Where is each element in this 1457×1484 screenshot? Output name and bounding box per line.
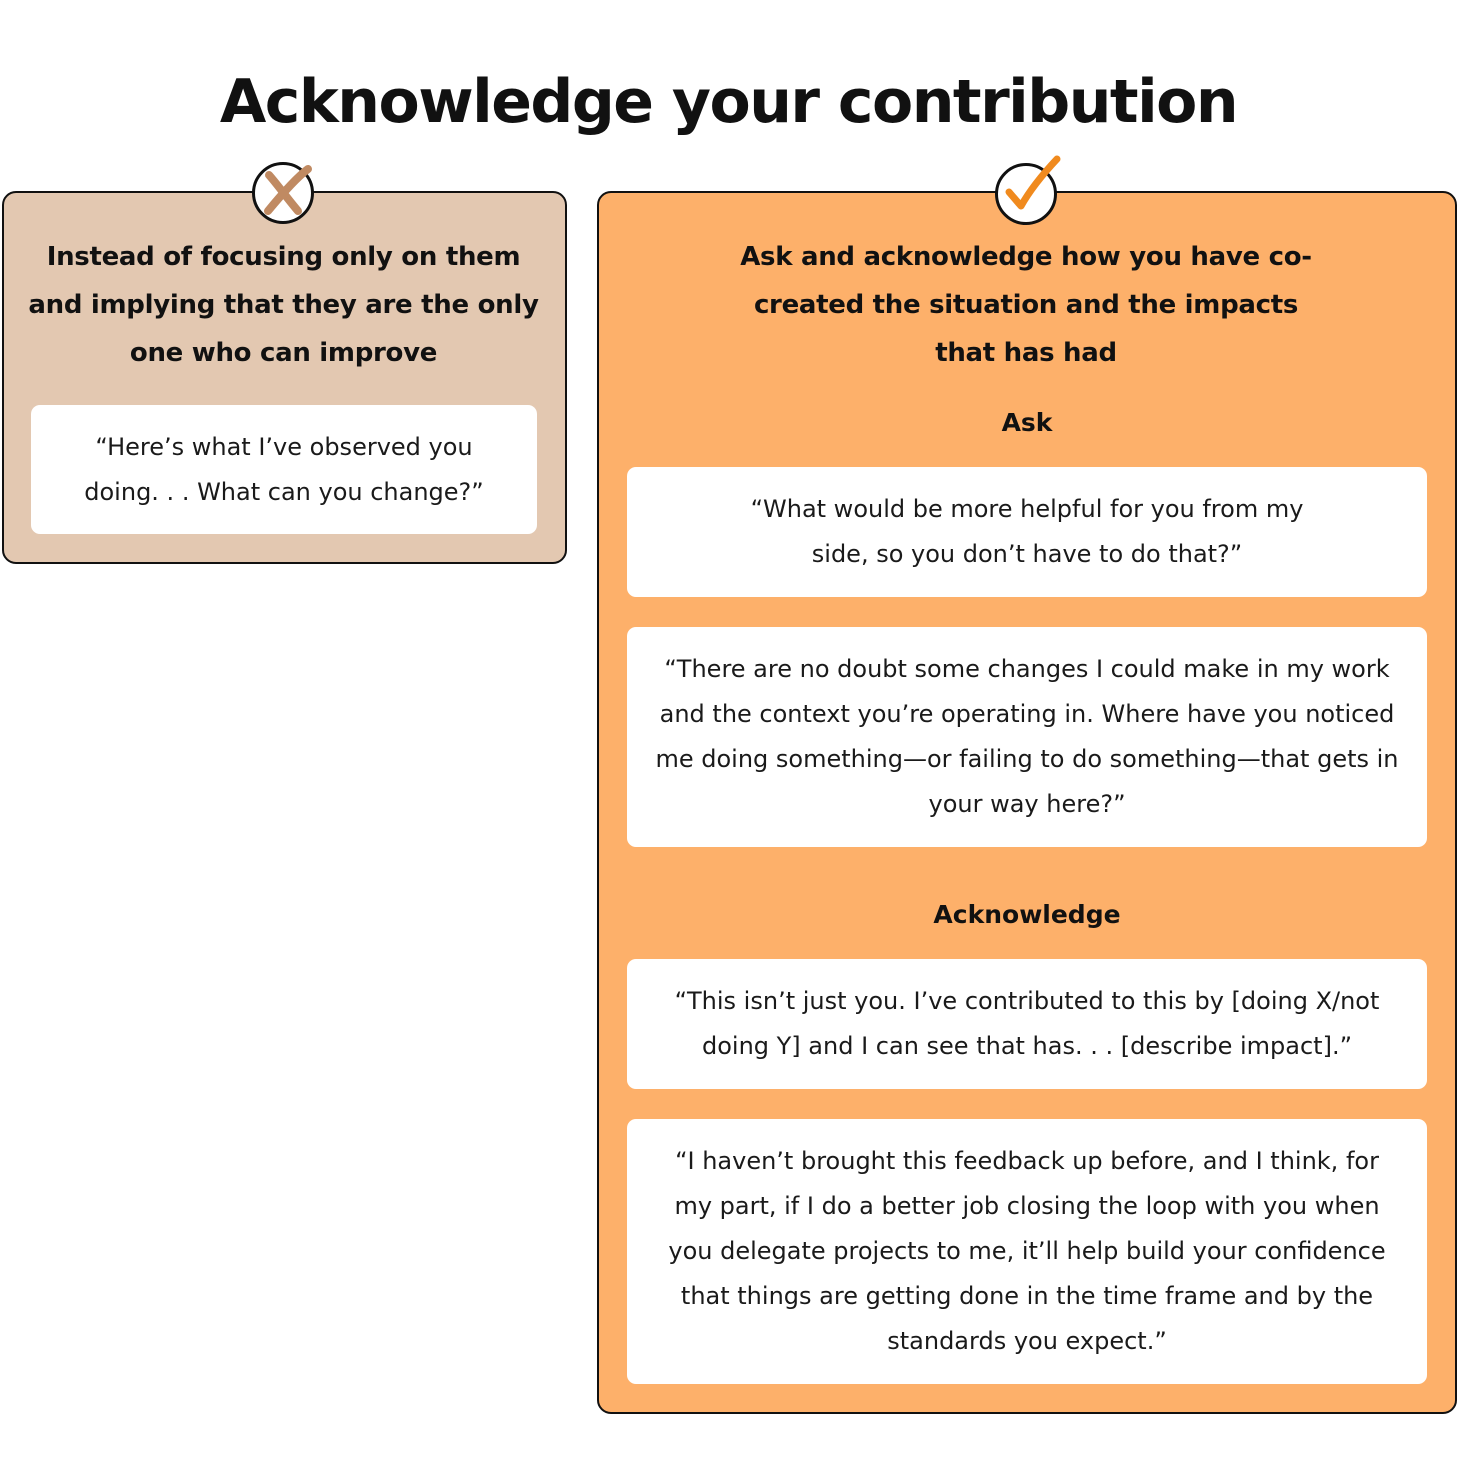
check-mark-badge: [995, 163, 1057, 225]
check-mark-stroke: [1009, 159, 1057, 206]
acknowledge-quote-text: “This isn’t just you. I’ve contributed to this by [doing X/not doing Y] and I can see that has. . . [describe impact].”: [674, 987, 1380, 1060]
dont-quote-text: “Here’s what I’ve observed you doing. . . What can you change?”: [84, 432, 484, 506]
page-title: Acknowledge your contribution: [219, 67, 1238, 137]
acknowledge-quote-card: [627, 1119, 1427, 1384]
ask-label: Ask: [1001, 408, 1053, 437]
ask-quote-card: [627, 467, 1427, 597]
ask-quote-text: “There are no doubt some changes I could make in my work and the context you’re operating in. Where have you noticed me doing something—or failing to do something—that gets in your way here?”: [655, 655, 1399, 818]
acknowledge-quote-text: “I haven’t brought this feedback up before, and I think, for my part, if I do a better job closing the loop with you when you delegate projects to me, it’ll help build your confidence that things are getting done in the time frame and by the standards you expect.”: [668, 1147, 1386, 1355]
ask-quote-text: “What would be more helpful for you from my side, so you don’t have to do that?”: [750, 495, 1304, 568]
x-mark-icon: [252, 162, 314, 224]
check-mark-icon: [995, 163, 1057, 225]
x-mark-badge: [252, 162, 314, 224]
dont-heading: Instead of focusing only on them and implying that they are the only one who can improve: [28, 242, 539, 368]
acknowledge-quote-card: [627, 959, 1427, 1089]
acknowledge-label: Acknowledge: [933, 900, 1121, 929]
ask-quote-card: [627, 627, 1427, 847]
do-heading: Ask and acknowledge how you have co-created the situation and the impacts that has had: [740, 242, 1312, 368]
dont-quote-card: [31, 405, 537, 534]
